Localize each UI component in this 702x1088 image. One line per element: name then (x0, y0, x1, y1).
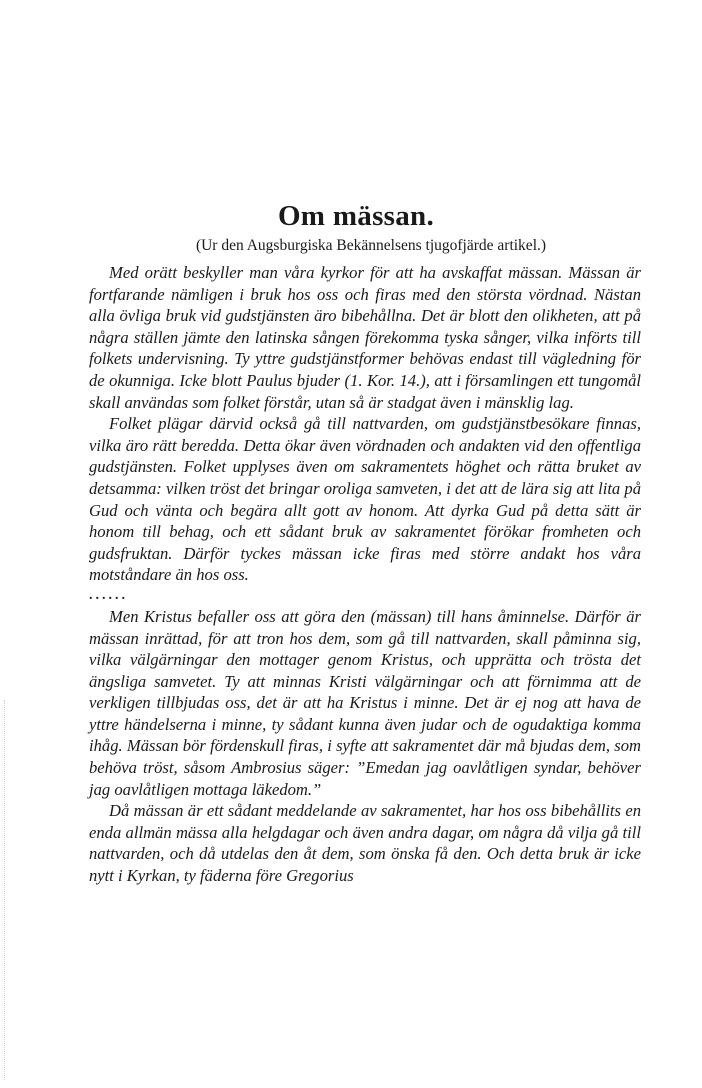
scan-margin-mark (4, 700, 6, 1080)
document-subtitle: (Ur den Augsburgiska Bekännelsens tjugofjärde artikel.) (195, 237, 547, 254)
paragraph: Då mässan är ett sådant meddelande av sakramentet, har hos oss bibehållits en enda allmän mässa alla helgdagar och även andra dagar, om några då vilja gå till nattvarden, och då utdelas den åt dem, som önska få den. Och detta bruk är icke nytt i Kyrkan, ty fäderna före Gregorius (89, 801, 641, 886)
body-text (89, 262, 641, 887)
paragraph: Folket plägar därvid också gå till nattvarden, om gudstjänstbesökare finnas, vilka äro rätt beredda. Detta ökar även vördnaden och andakten vid den offentliga gudstjänsten. Folket upplyses även om sakramentets höghet och rätta bruket av detsamma: vilken tröst det bringar oroliga samveten, i det att de lära sig att lita på Gud och vänta och begära allt gott av honom. Att dyrka Gud på detta sätt är honom till behag, och ett sådant bruk av sakramentet förökar fromheten och gudsfruktan. Därför tyckes mässan icke firas med större andakt hos våra motståndare än hos oss. (89, 414, 641, 585)
paragraph: Men Kristus befaller oss att göra den (mässan) till hans åminnelse. Därför är mässan inrättad, för att tron hos dem, som gå till nattvarden, skall påminna sig, vilka välgärningar den mottager genom Kristus, och upprätta och trösta det ängsliga samvetet. Ty att minnas Kristi välgärningar och att förnimma att de verkligen tillbjudas oss, det är att ha Kristus i minne. Det är ej nog att hava de yttre händelserna i minne, ty sådant kunna även judar och de ogudaktiga komma ihåg. Mässan bör fördenskull firas, i syfte att sakramentet där må bjudas dem, som behöva tröst, såsom Ambrosius säger: ”Emedan jag oavlåtligen syndar, behöver jag oavlåtligen mottaga läkedom.” (89, 606, 641, 799)
paragraph: Med orätt beskyller man våra kyrkor för att ha avskaffat mässan. Mässan är fortfarande nämligen i bruk hos oss och firas med den största vördnad. Nästan alla övliga bruk vid gudstjänsten äro bibehållna. Det är blott den olikheten, att på några ställen jämte den latinska sången förekomma tyska sånger, vilka införts till folkets undervisning. Ty yttre gudstjänstformer behövas endast till vägledning för de okunniga. Icke blott Paulus bjuder (1. Kor. 14.), att i församlingen ett tungomål skall användas som folket förstår, utan så är stadgat även i mänsklig lag. (89, 263, 641, 412)
document-title: Om mässan. (277, 200, 435, 232)
section-break: ...... (89, 587, 128, 603)
